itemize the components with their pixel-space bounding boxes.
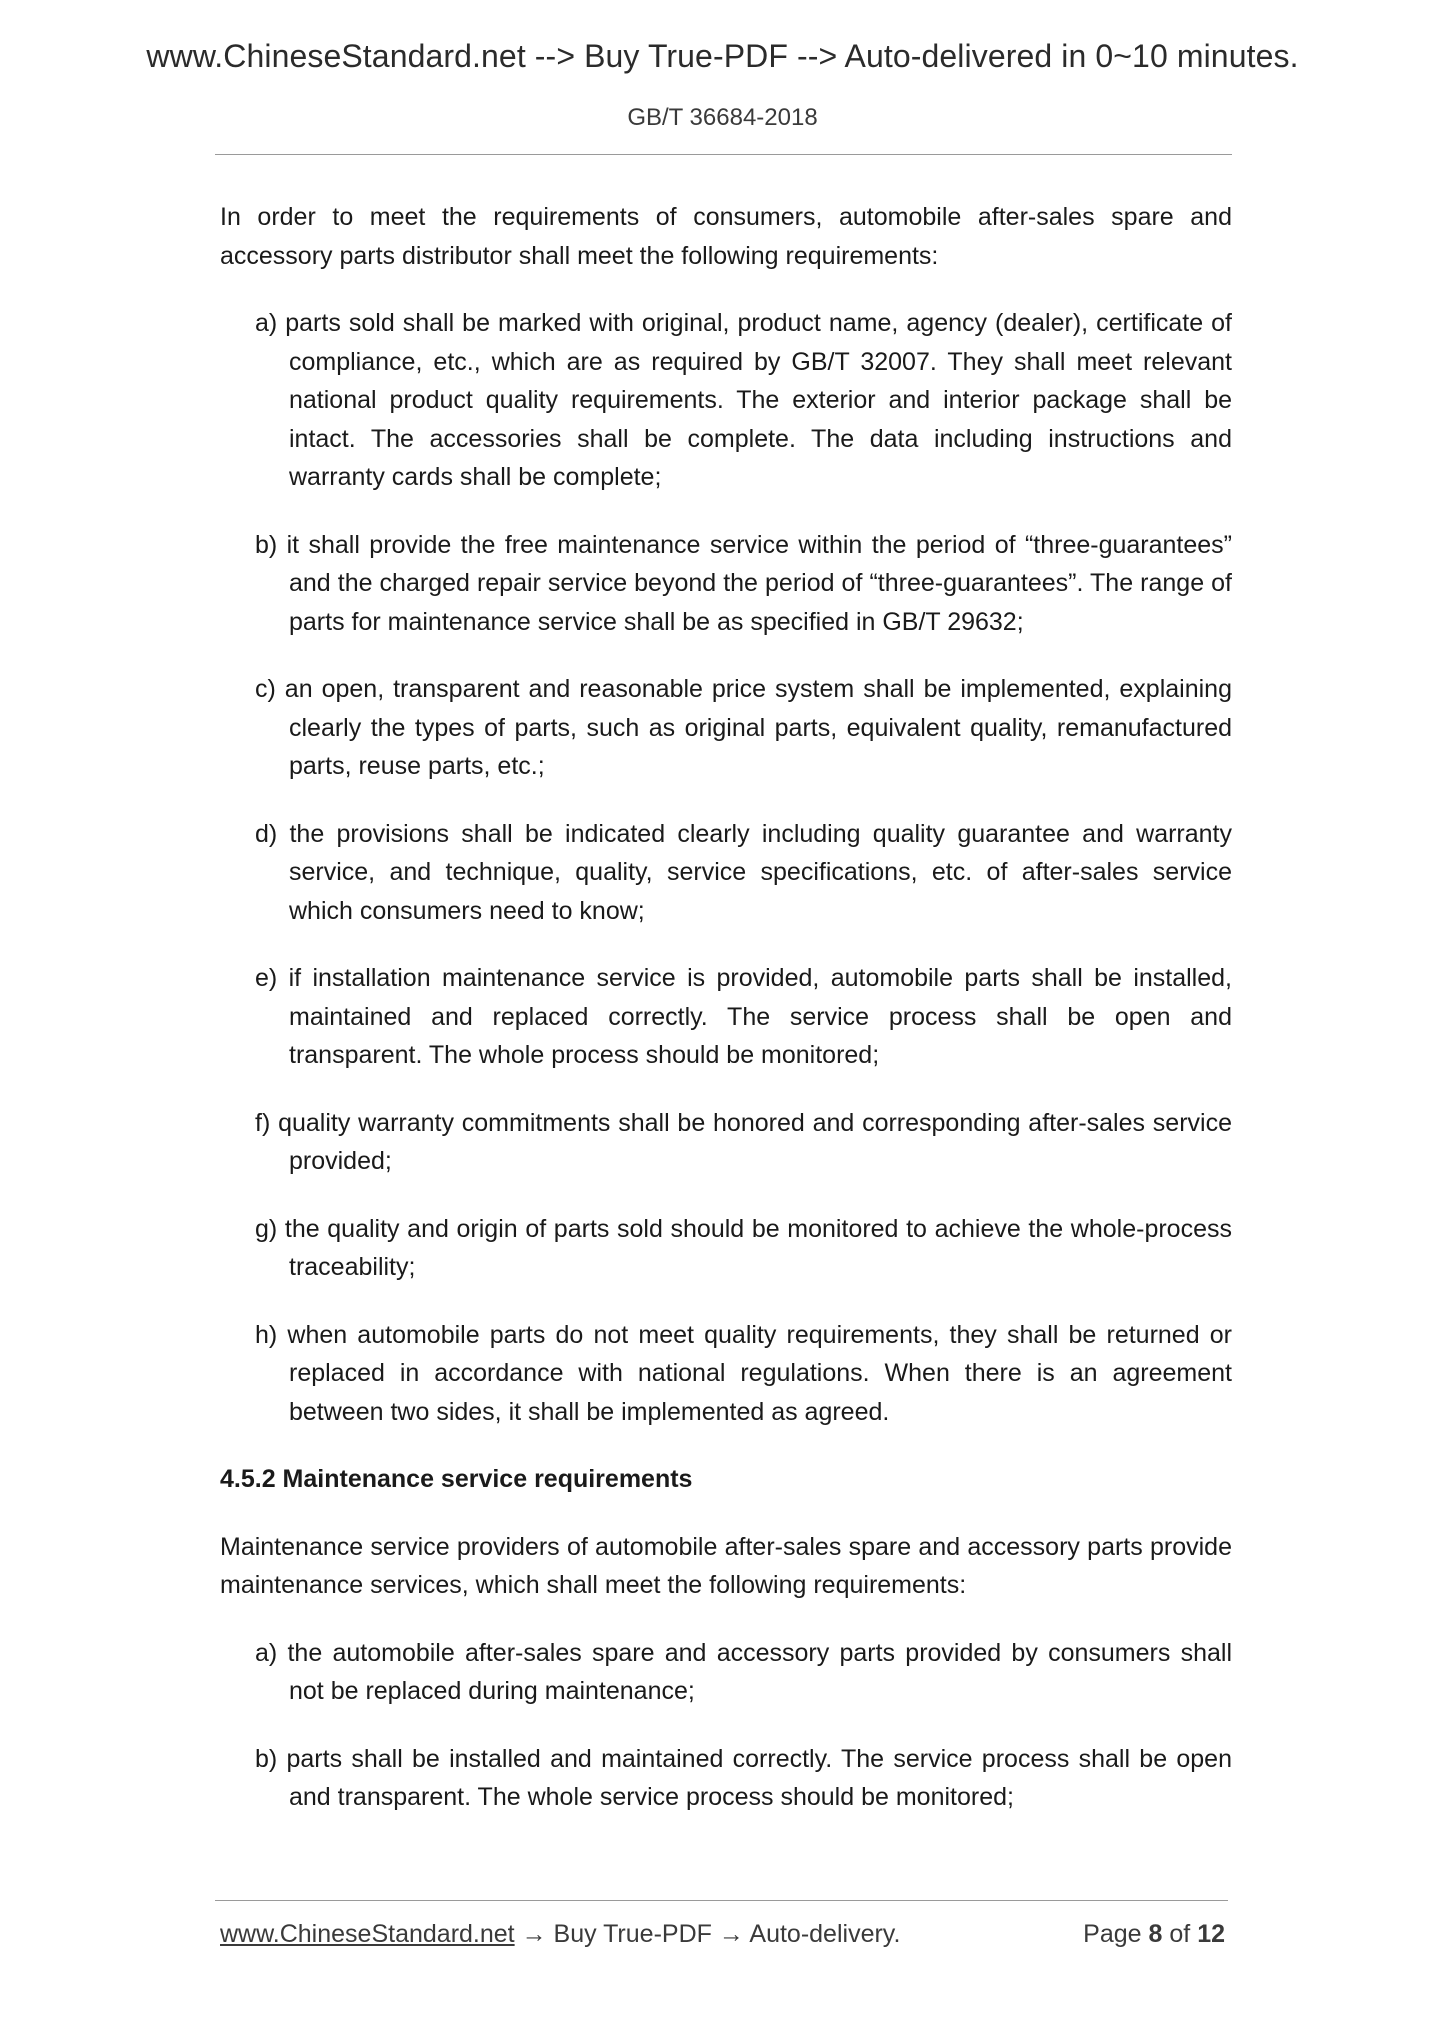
distributor-item-d: d) the provisions shall be indicated clearly including quality guarantee and warranty service, and technique, quality, service specifications, etc. of after-sales service which consumers need to know; (255, 819, 1232, 925)
footer-left (220, 1920, 900, 1949)
footer-divider (215, 1900, 1228, 1901)
distributor-item-f: f) quality warranty commitments shall be honored and corresponding after-sales service provided; (255, 1108, 1232, 1175)
of-label: of (1169, 1920, 1191, 1948)
footer-site-link[interactable]: www.ChineseStandard.net (220, 1920, 515, 1948)
section-heading: 4.5.2 Maintenance service requirements (220, 1465, 693, 1493)
document-code: GB/T 36684-2018 (627, 104, 818, 131)
page-content (220, 198, 1232, 1846)
page-current: 8 (1148, 1920, 1163, 1948)
distributor-item-a: a) parts sold shall be marked with original, product name, agency (dealer), certificate of compliance, etc., which are as required by GB/T 32007. They shall meet relevant national product quality requirements. The exterior and interior package shall be intact. The accessories shall be complete. The data including instructions and warranty cards shall be complete; (255, 309, 1232, 491)
maintenance-intro: Maintenance service providers of automobile after-sales spare and accessory parts provide maintenance services, which shall meet the following requirements: (220, 1532, 1232, 1599)
distributor-item-b: b) it shall provide the free maintenance service within the period of “three-guarantees” and the charged repair service beyond the period of “three-guarantees”. The range of parts for maintenance service shall be as specified in GB/T 29632; (255, 530, 1232, 636)
page-label: Page (1083, 1920, 1142, 1948)
header-divider (215, 154, 1232, 155)
page-total: 12 (1197, 1920, 1225, 1948)
distributor-intro: In order to meet the requirements of consumers, automobile after-sales spare and accessory parts distributor shall meet the following requirements: (220, 203, 1232, 270)
distributor-item-e: e) if installation maintenance service is provided, automobile parts shall be installed, maintained and replaced correctly. The service process shall be open and transparent. The whole process should be monitored; (255, 964, 1232, 1069)
page-number (1083, 1920, 1225, 1949)
maintenance-item-b: b) parts shall be installed and maintained correctly. The service process shall be open and transparent. The whole service process should be monitored; (255, 1744, 1232, 1811)
maintenance-item-a: a) the automobile after-sales spare and accessory parts provided by consumers shall not be replaced during maintenance; (255, 1638, 1232, 1705)
distributor-item-h: h) when automobile parts do not meet quality requirements, they shall be returned or replaced in accordance with national regulations. When there is an agreement between two sides, it shall be implemented as agreed. (255, 1320, 1232, 1426)
distributor-item-g: g) the quality and origin of parts sold should be monitored to achieve the whole-process traceability; (255, 1214, 1232, 1281)
footer-tagline: → Buy True-PDF → Auto-delivery. (514, 1920, 901, 1948)
top-banner: www.ChineseStandard.net --> Buy True-PDF --> Auto-delivered in 0~10 minutes. (146, 38, 1299, 74)
distributor-item-c: c) an open, transparent and reasonable price system shall be implemented, explaining clearly the types of parts, such as original parts, equivalent quality, remanufactured parts, reuse parts, etc.; (255, 675, 1232, 780)
